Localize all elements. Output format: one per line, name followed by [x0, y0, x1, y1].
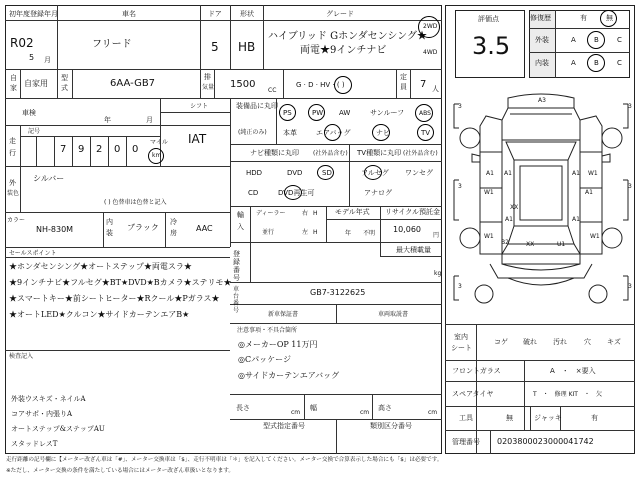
sales-line-2: ★9インチナビ★フルセグ★BT★DVD★Bカメラ★ステリモ★ [9, 278, 232, 287]
odometer-digit-value: 0 [132, 144, 139, 155]
exterior-note: ( ) 色替車は色替と記入 [104, 199, 167, 206]
grade-label: グレード [326, 10, 354, 18]
model-year: 年 不明 [345, 230, 376, 237]
registration-label: 登録番号 [233, 250, 240, 282]
footer-line-2: ※ただし、メーター交換の条件を満たしている場合にはメーター改ざん車扱いとなります。 [6, 468, 234, 474]
inspector-line-4: スタッドレスT [11, 440, 58, 448]
odometer-digit [126, 136, 144, 166]
exterior-color: シルバー [33, 174, 65, 183]
doors-label: ドア [208, 10, 222, 18]
capacity-value: 7 [420, 79, 427, 90]
bracket-label: 3 [628, 103, 632, 110]
displacement-label: 排 [204, 73, 211, 81]
vehicle-manual: 車両取説書 [378, 311, 409, 318]
car-name: フリード [92, 39, 132, 50]
class-number-label: 類別区分番号 [370, 422, 412, 430]
reg-month: 5 [29, 53, 35, 62]
shape-label: 形状 [240, 10, 254, 18]
max-load-label: 最大積載量 [396, 246, 431, 254]
odometer-digit-value: 9 [78, 144, 85, 155]
odometer-digit [54, 136, 72, 166]
inspector-label: 検査記入 [9, 353, 34, 360]
sales-points-label: セールスポイント [9, 250, 57, 257]
form-number-label: 型式指定番号 [263, 422, 305, 430]
sales-line-4: ★オートLED★クルコン★サイドカーテンエアB★ [9, 310, 190, 319]
fuel-options: G · D · HV · ( ) [296, 81, 345, 89]
notes-label: 注意事項・不具合箇所 [237, 327, 298, 334]
odometer-digit-value: 2 [96, 144, 103, 155]
month-unit: 月 [44, 56, 51, 64]
chassis-value: GB7-3122625 [310, 288, 366, 297]
score-value: 3.5 [472, 32, 511, 60]
spare-tire-options: T ・ 修理 KIT ・ 欠 [533, 391, 602, 398]
model-year-label: モデル年式 [335, 208, 370, 216]
model-value: 6AA-GB7 [110, 78, 156, 89]
damage-marker: A1 [585, 189, 593, 196]
navi-dvd-play: DVD再生可 [278, 189, 315, 197]
spare-tire-label: スペアタイヤ [452, 390, 494, 398]
car-name-label: 車名 [122, 10, 136, 18]
equip-abs: ABS [419, 110, 431, 117]
odometer-digit [72, 136, 90, 166]
footer-line-1: 走行距離の記号欄に【メーター改ざん車は「#」、メーター交換車は「$」、走行不明車は「＊」を記入してください。メーター交換で合算表示した場合にも「$」は必要です。 [6, 457, 443, 463]
inspection-label: 車検 [22, 109, 36, 117]
equipment-label: 装備品に丸印 [236, 102, 278, 110]
equip-leather: 本革 [283, 129, 297, 137]
mgmt-number: 0203800023000041742 [497, 437, 594, 446]
km-circle [148, 148, 164, 164]
note-line-3: ◎サイドカーテンエアバッグ [238, 371, 340, 380]
capacity-label: 定 [400, 73, 407, 81]
damage-marker: XX [526, 241, 535, 248]
reg-year-label: 初年度登録年月 [9, 10, 58, 18]
inspector-line-2: コアサポ・内張りA [11, 410, 73, 418]
tv-fullseg: フルセグ [361, 169, 389, 177]
navi-label: ナビ種類に丸印 [250, 149, 299, 157]
fuel-hv-circle [334, 76, 352, 94]
bracket-label: 3 [628, 283, 632, 290]
dealer-option: ディーラー [256, 210, 286, 217]
repair-history-label: 修復歴 [530, 14, 551, 22]
vehicle-damage-diagram [450, 86, 632, 316]
damage-marker: A1 [572, 216, 580, 223]
damage-marker: U1 [557, 241, 566, 248]
damage-marker: A1 [486, 170, 494, 177]
damage-marker: W1 [484, 189, 494, 196]
doors: 5 [211, 40, 219, 54]
displacement-value: 1500 [230, 79, 256, 90]
cc-unit: CC [268, 87, 277, 94]
damage-marker: B2 [501, 239, 509, 246]
odometer-digit [108, 136, 126, 166]
exterior-label: 外 [9, 179, 16, 187]
damage-marker: A1 [572, 170, 580, 177]
sales-line-1: ★ホンダセンシング★オートステップ★両電スラ★ [9, 262, 192, 271]
parallel-option: 並行 [262, 229, 275, 236]
equip-tv: TV [421, 129, 431, 137]
inspector-line-1: 外装ウスキズ・ネイルA [11, 395, 86, 403]
bracket-label: 3 [458, 183, 462, 190]
bracket-label: 3 [628, 183, 632, 190]
damage-marker: A1 [505, 216, 513, 223]
odometer-digit-value: 0 [114, 144, 121, 155]
navi-sd: SD [322, 169, 332, 177]
note-line-1: ◎メーカーOP 11万円 [238, 340, 318, 349]
damage-marker: XX [510, 204, 519, 211]
equip-airbag: エアバッグ [316, 129, 351, 137]
bracket-label: 3 [458, 283, 462, 290]
grade-line-1: ハイブリッド Gホンダセンシング★ [268, 31, 427, 42]
shift-value: IAT [188, 132, 207, 146]
shape: HB [238, 40, 256, 54]
equip-aw: AW [339, 109, 351, 117]
front-glass-label: フロントガラス [452, 367, 501, 375]
equip-navi: ナビ [376, 129, 390, 137]
front-glass-options: A ・ ×要入 [550, 367, 596, 375]
model-label: 型 [61, 74, 68, 82]
warranty-book: 新車保証書 [268, 311, 299, 318]
use-label: 自 [10, 74, 17, 82]
odometer-digit [90, 136, 108, 166]
bracket-label: 3 [458, 103, 462, 110]
shift-label: シフト [190, 103, 209, 110]
mgmt-number-label: 管理番号 [452, 438, 480, 446]
recycle-label: リサイクル預託金 [385, 208, 441, 216]
damage-marker: W1 [590, 233, 600, 240]
grade-line-2: 両電★9インチナビ [300, 45, 387, 56]
ac-value: AAC [196, 224, 213, 233]
use-value: 自家用 [24, 79, 48, 88]
damage-marker: W1 [484, 233, 494, 240]
score-exterior-label: 外装 [535, 36, 549, 44]
unit-km: km [152, 152, 162, 159]
capacity-unit: 人 [432, 85, 439, 93]
reg-year: R02 [10, 36, 34, 50]
seat-label: 室内 [454, 333, 468, 341]
score-label: 評価点 [478, 15, 499, 23]
drive-4wd: 4WD [423, 49, 438, 56]
chassis-label: 車台番号 [233, 286, 240, 314]
color-code: NH-830M [36, 225, 74, 234]
inspector-line-3: オートステップ&ステップAU [11, 425, 105, 433]
tv-label: TV種類に丸印 [357, 149, 402, 157]
tools-label: 工具 [459, 414, 473, 422]
note-line-2: ◎Cパッケージ [238, 355, 291, 364]
jack-label: ジャッキ [534, 414, 562, 422]
equip-ps: PS [283, 109, 292, 117]
equip-pw: PW [312, 109, 324, 117]
equip-sunroof: サンルーフ [370, 109, 405, 117]
sales-line-3: ★スマートキー★前シートヒーター★Rクール★Pガラス★ [9, 294, 220, 303]
score-interior-label: 内装 [535, 59, 549, 67]
repair-none-circle [600, 10, 617, 27]
interior-color: ブラック [127, 223, 159, 232]
recycle-value: 10,060 [393, 225, 421, 234]
damage-marker: A1 [504, 170, 512, 177]
odometer-digit [36, 136, 54, 166]
odometer-digit-value: 7 [60, 144, 67, 155]
damage-marker: A3 [538, 97, 546, 104]
color-code-label: カラー [7, 217, 26, 224]
mileage-label: 走 [9, 137, 16, 145]
damage-marker: W1 [588, 170, 598, 177]
drive-2wd: 2WD [423, 23, 438, 30]
